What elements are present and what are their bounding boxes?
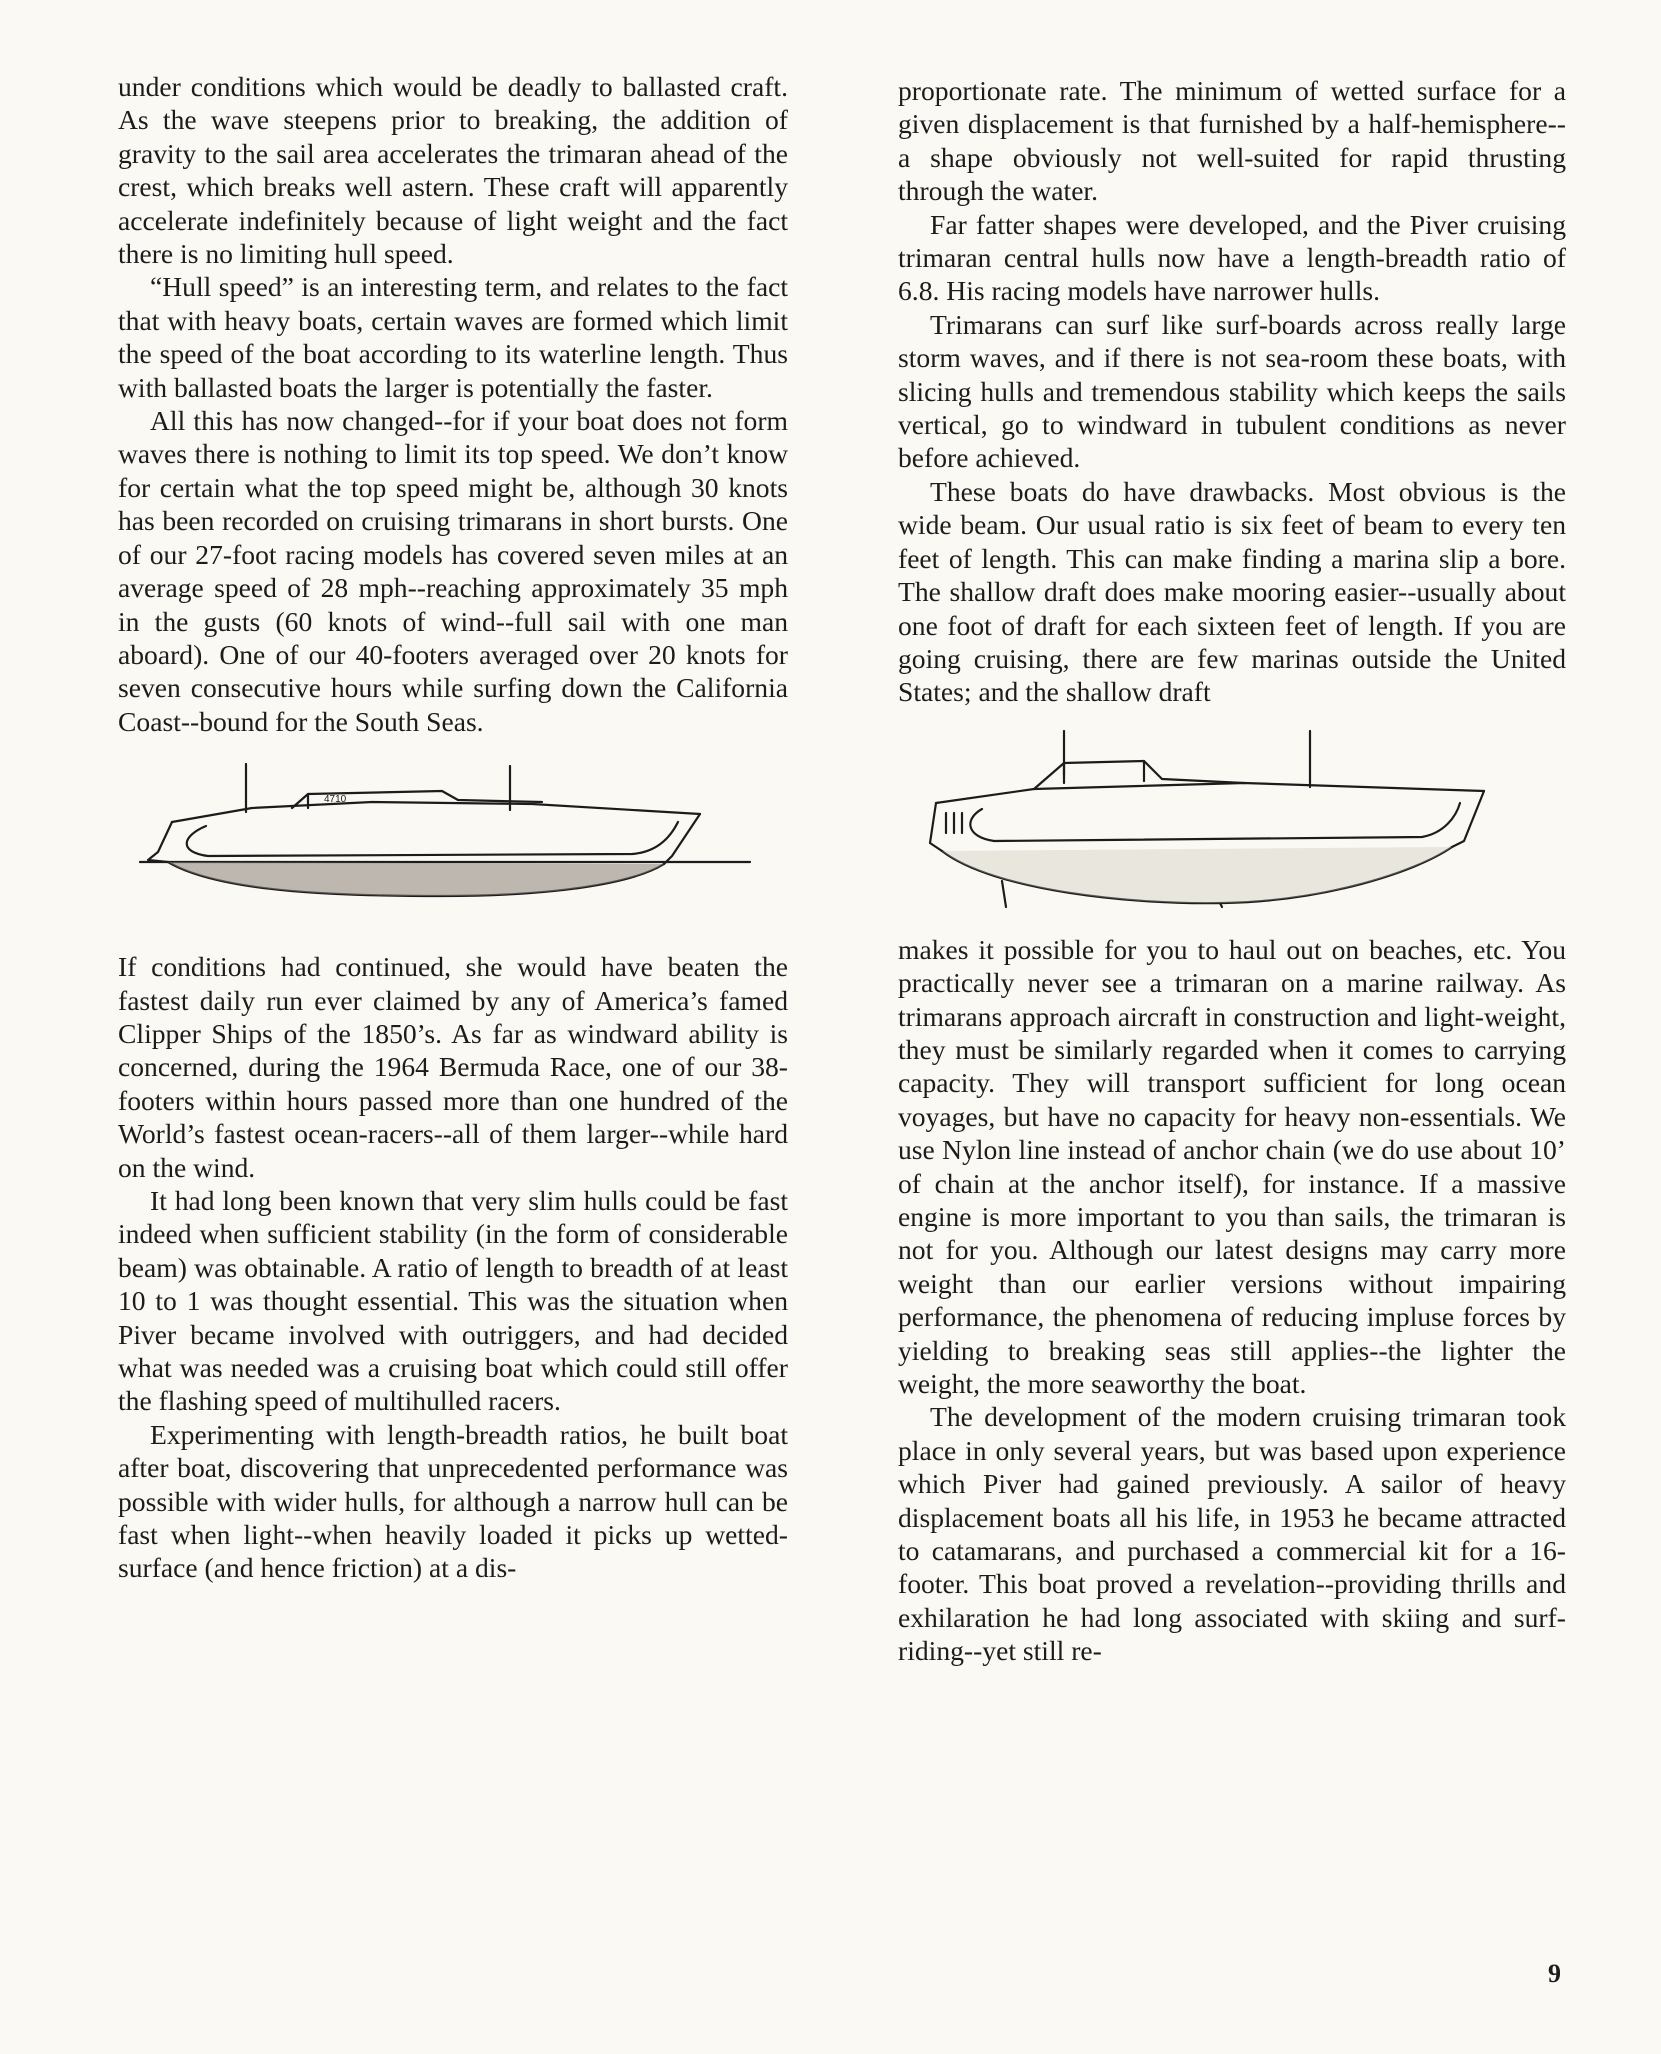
paragraph: Experimenting with length-breadth ratios, he built boat after boat, discovering that unprecedented performance was possible with wider hulls, for although a narrow hull can be fast when light--when heavily loaded it picks up wetted-surface (and hence friction) at a dis- [118,1418,788,1584]
cabin-trimaran-drawing [924,723,1524,909]
paragraph: under conditions which would be deadly to ballasted craft. As the wave steepens prior to breaking, the addition of gravity to the sail area accelerates the trimaran ahead of the crest, which breaks well astern. These craft will apparently accelerate indefinitely because of light weight and the fact there is no limiting hull speed. [118,71,788,270]
paragraph: The development of the modern cruising trimaran took place in only several years, but was based upon experience which Piver had gained previously. A sailor of heavy displacement boats all his life, in 1953 he became attracted to catamarans, and purchased a commercial kit for a 16-footer. This boat proved a revelation--providing thrills and exhilaration he had long associated with skiing and surf-riding--yet still re- [898,1401,1566,1667]
trimaran-hull-drawing [112,756,782,898]
page-number: 9 [1548,1959,1561,1988]
paragraph: It had long been known that very slim hulls could be fast indeed when sufficient stability (in the form of considerable beam) was obtainable. A ratio of length to breadth of at least 10 to 1 was thought essential. This was the situation when Piver became involved with outriggers, and had decided what was needed was a cruising boat which could still offer the flashing speed of multihulled racers. [118,1184,788,1417]
sail-number: 4710 [324,794,347,806]
paragraph: All this has now changed--for if your boat does not form waves there is nothing to limit its top speed. We don’t know for certain what the top speed might be, although 30 knots has been recorded on cruising trimarans in short bursts. One of our 27-foot racing models has covered seven miles at an average speed of 28 mph--reaching approximately 35 mph in the gusts (60 knots of wind--full sail with one man aboard). One of our 40-footers averaged over 20 knots for seven consecutive hours while surfing down the California Coast--bound for the South Seas. [118,405,788,737]
paragraph: “Hull speed” is an interesting term, and relates to the fact that with heavy boats, certain waves are formed which limit the speed of the boat according to its waterline length. Thus with ballasted boats the larger is potentially the faster. [118,271,788,403]
paragraph: If conditions had continued, she would have beaten the fastest daily run ever claimed by any of America’s famed Clipper Ships of the 1850’s. As far as windward ability is concerned, during the 1964 Bermuda Race, one of our 38-footers within hours passed more than one hundred of the World’s fastest ocean-racers--all of them larger--while hard on the wind. [118,951,788,1183]
paragraph: These boats do have drawbacks. Most obvious is the wide beam. Our usual ratio is six feet of beam to every ten feet of length. This can make finding a marina slip a bore. The shallow draft does make mooring easier--usually about one foot of draft for each sixteen feet of length. If you are going cruising, there are few marinas outside the United States; and the shallow draft [898,475,1566,708]
paragraph: proportionate rate. The minimum of wetted surface for a given displacement is that furnished by a half-hemisphere--a shape obviously not well-suited for rapid thrusting through the water. [898,75,1566,207]
paragraph: Trimarans can surf like surf-boards across really large storm waves, and if there is not sea-room these boats, with slicing hulls and tremendous stability which keeps the sails vertical, go to windward in tubulent conditions as never before achieved. [898,308,1566,474]
right-column [898,74,1566,1668]
paragraph: Far fatter shapes were developed, and the Piver cruising trimaran central hulls now have a length-breadth ratio of 6.8. His racing models have narrower hulls. [898,208,1566,307]
left-column [118,70,788,1585]
paragraph: makes it possible for you to haul out on beaches, etc. You practically never see a trimaran on a marine railway. As trimarans approach aircraft in construction and light-weight, they must be similarly regarded when it comes to carrying capacity. They will transport sufficient for long ocean voyages, but have no capacity for heavy non-essentials. We use Nylon line instead of anchor chain (we do use about 10’ of chain at the anchor itself), for instance. If a massive engine is more important to you than sails, the trimaran is not for you. Although our latest designs may carry more weight than our earlier versions without impairing performance, the phenomena of reducing impluse forces by yielding to breaking seas still applies--the lighter the weight, the more seaworthy the boat. [898,933,1566,1399]
